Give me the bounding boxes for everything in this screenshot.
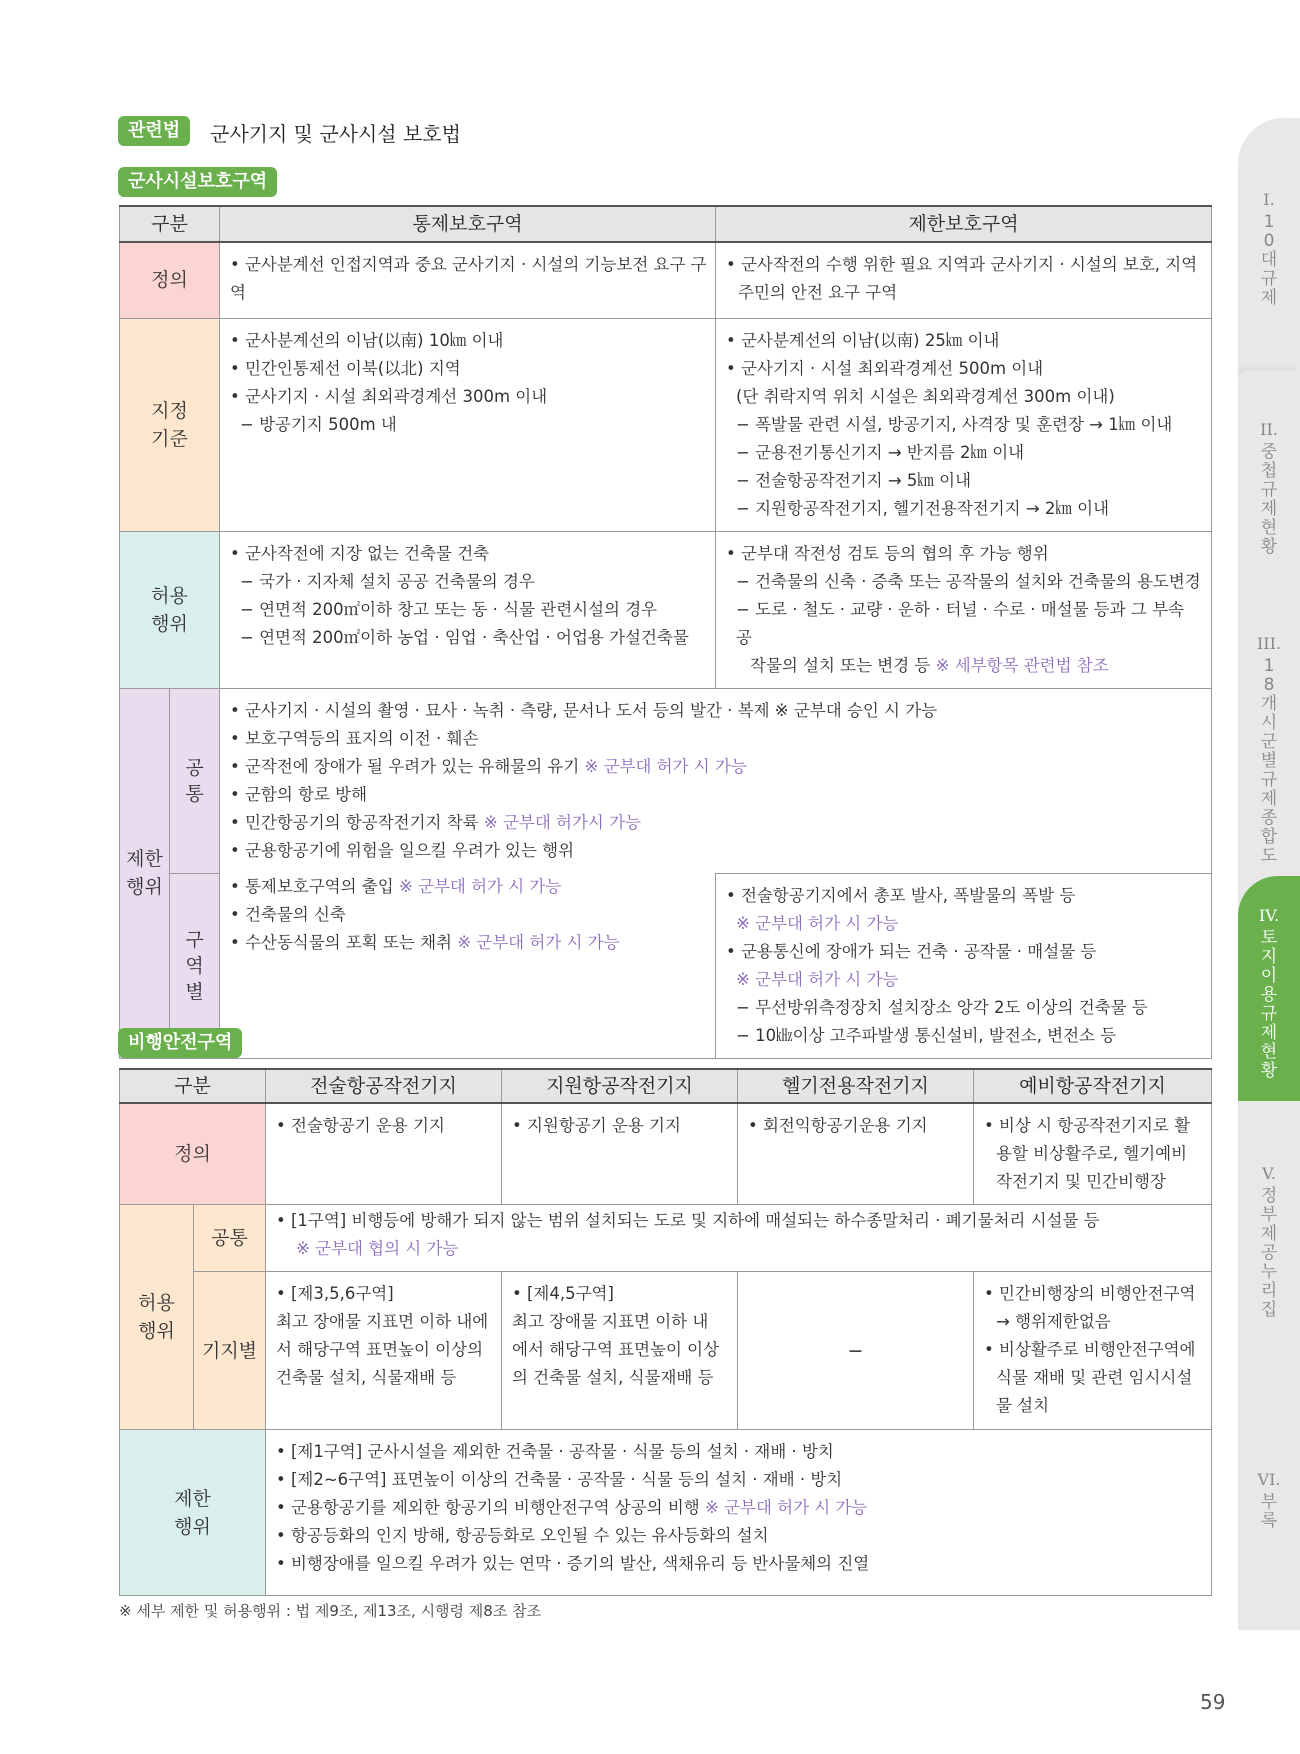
permitted-restrict: • 군부대 작전성 검토 등의 협의 후 가능 행위 − 건축물의 신축 · 증축 또는 공작물의 설치와 건축물의 용도변경 − 도로 · 철도 · 교량 · 운하 · 터널 · 수로 · 매설물 등과 그 부속 공 작물의 설치 또는 변경 등 ※ 세부항목 관련법 참조 (716, 531, 1212, 688)
restricted-zone-restrict: • 전술항공기지에서 총포 발사, 폭발물의 폭발 등 ※ 군부대 허가 시 가능 • 군용통신에 장애가 되는 건축 · 공작물 · 매설물 등 ※ 군부대 허가 시 가능 − 무선방위측정장치 설치장소 앙각 2도 이상의 건축물 등 − 10㎑이상 고주파발생 통신설비, 발전소, 변전소 등 (716, 873, 1212, 1058)
sublabel-common-2: 공통 (194, 1205, 266, 1272)
definition-reserve: • 비상 시 항공작전기지로 활 용할 비상활주로, 헬기예비 작전기지 및 민간비행장 (974, 1103, 1212, 1205)
flight-safety-table (119, 1068, 1212, 1596)
sidebar-item-4[interactable]: IV. 토지이용규제현황 (1258, 906, 1280, 1081)
permitted-support: • [제4,5구역] 최고 장애물 지표면 이하 내 에서 해당구역 표면높이 이상 의 건축물 설치, 식물재배 등 (502, 1272, 738, 1430)
permitted-control: • 군사작전에 지장 없는 건축물 건축 − 국가 · 지자체 설치 공공 건축물의 경우 − 연면적 200㎡이하 창고 또는 동 · 식물 관련시설의 경우 − 연면적 200㎡이하 농업 · 임업 · 축산업 · 어업용 가설건축물 (220, 531, 716, 688)
col-header-restrict-zone: 제한보호구역 (716, 206, 1212, 242)
footnote: ※ 세부 제한 및 허용행위 : 법 제9조, 제13조, 시행령 제8조 참조 (119, 1602, 542, 1620)
col-header-category-2: 구분 (120, 1069, 266, 1103)
sidebar-item-1[interactable]: I. 10대규제 (1260, 190, 1278, 308)
permitted-tactical: • [제3,5,6구역] 최고 장애물 지표면 이하 내에 서 해당구역 표면높이 이상의 건축물 설치, 식물재배 등 (266, 1272, 502, 1430)
col-header-heli: 헬기전용작전기지 (738, 1069, 974, 1103)
col-header-support: 지원항공작전기지 (502, 1069, 738, 1103)
definition-restrict: • 군사작전의 수행 위한 필요 지역과 군사기지 · 시설의 보호, 지역 주민의 안전 요구 구역 (716, 242, 1212, 318)
military-protection-table (119, 205, 1212, 1059)
criteria-restrict: • 군사분계선의 이남(以南) 25㎞ 이내 • 군사기지 · 시설 최외곽경계선 500m 이내 (단 취락지역 위치 시설은 최외곽경계선 300m 이내) − 폭발물 관련 시설, 방공기지, 사격장 및 훈련장 → 1㎞ 이내 − 군용전기통신기지 → 반지름 2㎞ 이내 − 전술항공작전기지 → 5㎞ 이내 − 지원항공작전기지, 헬기전용작전기지 → 2㎞ 이내 (716, 318, 1212, 531)
row-label-restricted: 제한 행위 (120, 688, 170, 1058)
sidebar-item-2[interactable]: II. 중첩규제현황 (1260, 420, 1278, 557)
definition-heli: • 회전익항공기운용 기지 (738, 1103, 974, 1205)
section-title-military: 군사시설보호구역 (118, 167, 277, 197)
related-law-tag: 관련법 (118, 116, 190, 146)
permitted-reserve: • 민간비행장의 비행안전구역 → 행위제한없음 • 비상활주로 비행안전구역에 식물 재배 및 관련 임시시설 물 설치 (974, 1272, 1212, 1430)
col-header-tactical: 전술항공작전기지 (266, 1069, 502, 1103)
sublabel-common: 공 통 (170, 688, 220, 873)
sidebar-item-6[interactable]: VI. 부록 (1257, 1470, 1281, 1531)
law-name: 군사기지 및 군사시설 보호법 (210, 122, 461, 146)
col-header-reserve: 예비항공작전기지 (974, 1069, 1212, 1103)
row-label-permitted: 허용 행위 (120, 531, 220, 688)
restricted-2: • [제1구역] 군사시설을 제외한 건축물 · 공작물 · 식물 등의 설치 · 재배 · 방치 • [제2~6구역] 표면높이 이상의 건축물 · 공작물 · 식물 등의 설치 · 재배 · 방치 • 군용항공기를 제외한 항공기의 비행안전구역 상공의 비행 ※ 군부대 허가 시 가능 • 항공등화의 인지 방해, 항공등화로 오인될 수 있는 유사등화의 설치 • 비행장애를 일으킬 우려가 있는 연막 · 증기의 발산, 색채유리 등 반사물체의 진열 (266, 1430, 1212, 1596)
permitted-common-2: • [1구역] 비행등에 방해가 되지 않는 범위 설치되는 도로 및 지하에 매설되는 하수종말처리 · 폐기물처리 시설물 등 ※ 군부대 협의 시 가능 (266, 1205, 1212, 1272)
row-label-definition-2: 정의 (120, 1103, 266, 1205)
col-header-category: 구분 (120, 206, 220, 242)
sidebar-item-5[interactable]: V. 정부제공누리집 (1260, 1164, 1278, 1320)
row-label-definition: 정의 (120, 242, 220, 318)
row-label-permitted-2: 허용 행위 (120, 1205, 194, 1430)
row-label-restricted-2: 제한 행위 (120, 1430, 266, 1596)
chapter-sidebar (1238, 118, 1300, 1630)
definition-support: • 지원항공기 운용 기지 (502, 1103, 738, 1205)
definition-control: • 군사분계선 인접지역과 중요 군사기지 · 시설의 기능보전 요구 구역 (220, 242, 716, 318)
criteria-control: • 군사분계선의 이남(以南) 10㎞ 이내 • 민간인통제선 이북(以北) 지역 • 군사기지 · 시설 최외곽경계선 300m 이내 − 방공기지 500m 내 (220, 318, 716, 531)
restricted-common: • 군사기지 · 시설의 촬영 · 묘사 · 녹취 · 측량, 문서나 도서 등의 발간 · 복제 ※ 군부대 승인 시 가능 • 보호구역등의 표지의 이전 · 훼손 • 군작전에 장애가 될 우려가 있는 유해물의 유기 ※ 군부대 허가 시 가능 • 군함의 항로 방해 • 민간항공기의 항공작전기지 착륙 ※ 군부대 허가시 가능 • 군용항공기에 위험을 일으킬 우려가 있는 행위 (220, 688, 1212, 873)
sublabel-zone: 구 역 별 (170, 873, 220, 1058)
note-text: ※ 세부항목 관련법 참조 (935, 655, 1109, 675)
sidebar-item-3[interactable]: III. 18개시군별규제종합도 (1256, 634, 1282, 866)
sublabel-base: 기지별 (194, 1272, 266, 1430)
col-header-control-zone: 통제보호구역 (220, 206, 716, 242)
page-number: 59 (1200, 1690, 1226, 1714)
section-title-flight-safety: 비행안전구역 (118, 1028, 242, 1058)
restricted-zone-control: • 통제보호구역의 출입 ※ 군부대 허가 시 가능 • 건축물의 신축 • 수산동식물의 포획 또는 채취 ※ 군부대 허가 시 가능 (220, 873, 716, 1058)
definition-tactical: • 전술항공기 운용 기지 (266, 1103, 502, 1205)
sidebar-divider (1238, 370, 1300, 380)
permitted-heli: − (738, 1272, 974, 1430)
row-label-criteria: 지정 기준 (120, 318, 220, 531)
